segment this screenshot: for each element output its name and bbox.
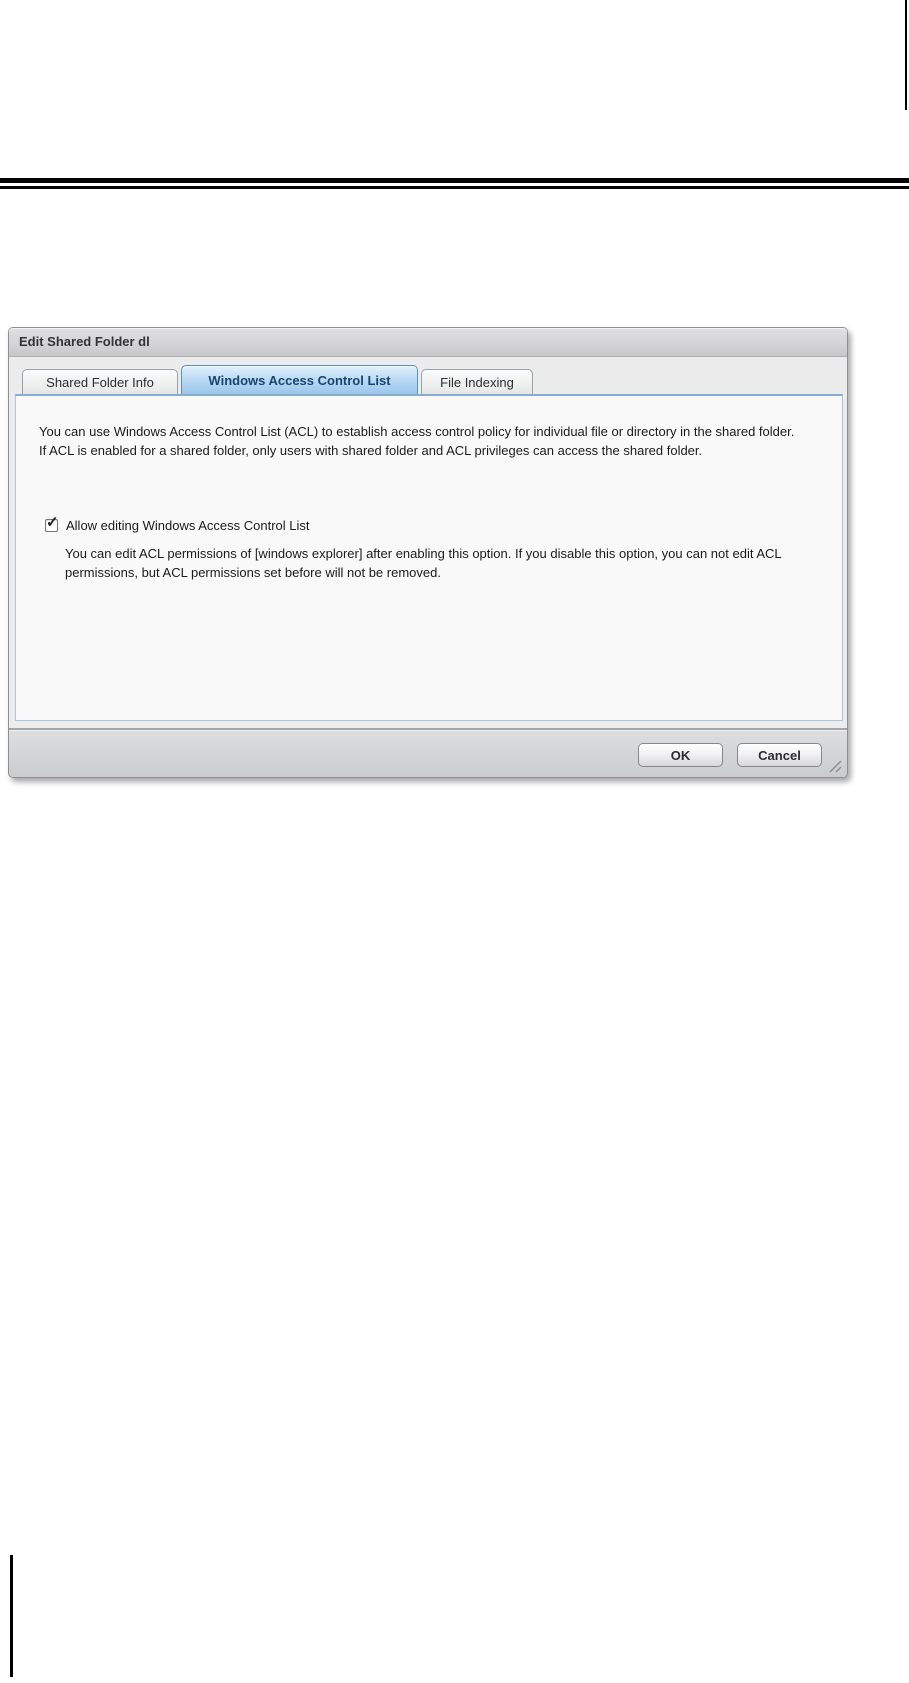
cancel-button[interactable]: Cancel: [737, 743, 822, 767]
tab-label: Shared Folder Info: [46, 374, 154, 390]
tab-label: File Indexing: [440, 374, 514, 390]
acl-checkbox-row[interactable]: [45, 514, 310, 533]
page-right-border-rule: [905, 0, 907, 110]
dialog-titlebar: [9, 328, 847, 357]
edit-shared-folder-dialog: [8, 327, 848, 778]
ok-button[interactable]: OK: [638, 743, 723, 767]
dialog-title: Edit Shared Folder dl: [19, 334, 150, 349]
tab-shared-folder-info[interactable]: [22, 369, 178, 394]
resize-grip-icon[interactable]: [828, 760, 843, 773]
page-header-rule-thin: [0, 186, 909, 189]
acl-description-text: You can use Windows Access Control List (ACL) to establish access control policy for individual file or directory in the shared folder. If ACL is enabled for a shared folder, only users with shared folder and ACL privileges can access the shared folder.: [39, 424, 795, 458]
acl-note-text: You can edit ACL permissions of [windows explorer] after enabling this option. If you disable this option, you can not edit ACL permissions, but ACL permissions set before will not be removed.: [65, 546, 782, 580]
acl-checkbox-label[interactable]: Allow editing Windows Access Control List: [66, 518, 310, 533]
dialog-footer: [9, 728, 847, 777]
page-header-rule-thick: [0, 178, 909, 183]
dialog-tabstrip: [22, 368, 841, 394]
page-left-border-rule: [10, 1555, 13, 1677]
tab-content-panel: [15, 394, 843, 721]
checkmark-icon: ✓: [46, 514, 59, 531]
tab-file-indexing[interactable]: [421, 369, 533, 394]
tab-windows-access-control-list[interactable]: [181, 365, 418, 394]
acl-edit-checkbox[interactable]: [45, 514, 59, 532]
tab-label: Windows Access Control List: [208, 372, 391, 388]
